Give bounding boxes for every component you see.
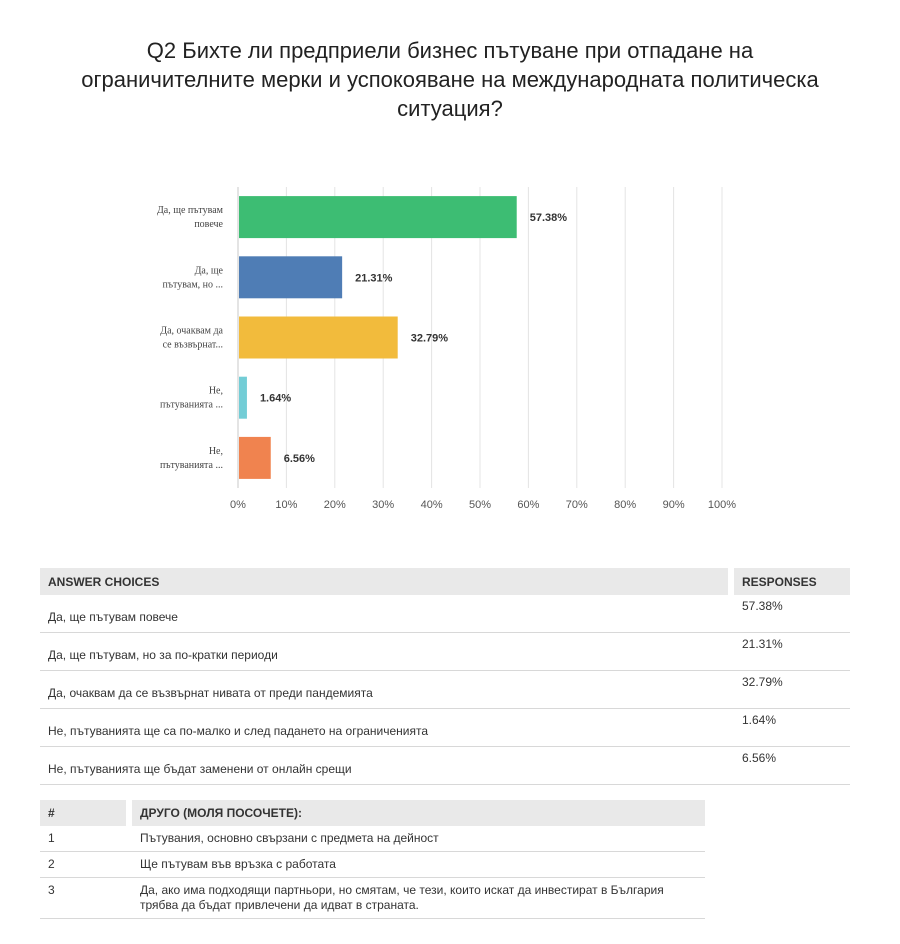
x-tick-label: 0% bbox=[230, 499, 246, 511]
category-label: Да, ще пътувам повече bbox=[156, 205, 223, 231]
question-title: Q2 Бихте ли предприели бизнес пътуване при отпадане на ограничителните мерки и успокояване на международната политическа ситуация? bbox=[81, 38, 819, 121]
responses-header: RESPONSES bbox=[734, 568, 850, 595]
table-row bbox=[40, 633, 850, 671]
answer-response: 6.56% bbox=[734, 747, 850, 785]
answer-response: 57.38% bbox=[734, 595, 850, 633]
table-row bbox=[40, 709, 850, 747]
x-tick-label: 60% bbox=[517, 499, 540, 511]
bar-value-label: 57.38% bbox=[529, 212, 568, 225]
table-row bbox=[40, 878, 705, 919]
other-num-header: # bbox=[40, 800, 126, 826]
table-row bbox=[40, 747, 850, 785]
table-row bbox=[40, 671, 850, 709]
answer-choice: Да, ще пътувам, но за по-кратки периоди bbox=[40, 633, 728, 671]
x-tick-label: 100% bbox=[707, 499, 737, 511]
answer-choice: Не, пътуванията ще бъдат заменени от онлайн срещи bbox=[40, 747, 728, 785]
bar-value-label: 32.79% bbox=[410, 332, 449, 345]
x-tick-label: 90% bbox=[662, 499, 685, 511]
answer-choices-table bbox=[40, 568, 850, 785]
bar-value-label: 1.64% bbox=[259, 392, 292, 405]
other-text: Да, ако има подходящи партньори, но смятам, че тези, които искат да инвестират в България трябва да бъдат привлечени да идват в страната. bbox=[132, 878, 705, 919]
other-num: 1 bbox=[40, 826, 126, 852]
table-row bbox=[40, 826, 705, 852]
x-tick-label: 50% bbox=[468, 499, 492, 511]
x-tick-label: 40% bbox=[420, 499, 443, 511]
bar-value-label: 6.56% bbox=[283, 452, 315, 465]
bar-value-label: 21.31% bbox=[355, 272, 393, 285]
bar bbox=[239, 437, 271, 479]
category-label: Не, пътуванията ... bbox=[159, 445, 223, 471]
other-num: 3 bbox=[40, 878, 126, 919]
category-label: Да, ще пътувам, но ... bbox=[162, 265, 223, 291]
x-tick-label: 70% bbox=[565, 499, 588, 511]
other-responses-table bbox=[40, 800, 705, 919]
table-row bbox=[40, 595, 850, 633]
x-tick-label: 30% bbox=[372, 499, 395, 511]
answer-response: 21.31% bbox=[734, 633, 850, 671]
other-num: 2 bbox=[40, 852, 126, 878]
table-row bbox=[40, 852, 705, 878]
answer-choice: Да, очаквам да се възвърнат нивата от преди пандемията bbox=[40, 671, 728, 709]
bar bbox=[239, 317, 398, 359]
bar bbox=[239, 377, 247, 419]
answer-choices-header: ANSWER CHOICES bbox=[40, 568, 728, 595]
answer-response: 1.64% bbox=[734, 709, 850, 747]
x-tick-label: 20% bbox=[323, 499, 346, 511]
answer-response: 32.79% bbox=[734, 671, 850, 709]
answer-choice: Не, пътуванията ще са по-малко и след падането на ограниченията bbox=[40, 709, 728, 747]
category-label: Не, пътуванията ... bbox=[159, 385, 223, 411]
bar bbox=[239, 256, 342, 298]
other-text: Пътувания, основно свързани с предмета на дейност bbox=[132, 826, 705, 852]
x-tick-label: 80% bbox=[614, 499, 637, 511]
answer-choice: Да, ще пътувам повече bbox=[40, 595, 728, 633]
bar bbox=[239, 196, 517, 238]
category-label: Да, очаквам да се възвърнат... bbox=[160, 325, 223, 351]
other-text-header: ДРУГО (МОЛЯ ПОСОЧЕТЕ): bbox=[132, 800, 705, 826]
other-text: Ще пътувам във връзка с работата bbox=[132, 852, 705, 878]
x-tick-label: 10% bbox=[275, 499, 298, 511]
